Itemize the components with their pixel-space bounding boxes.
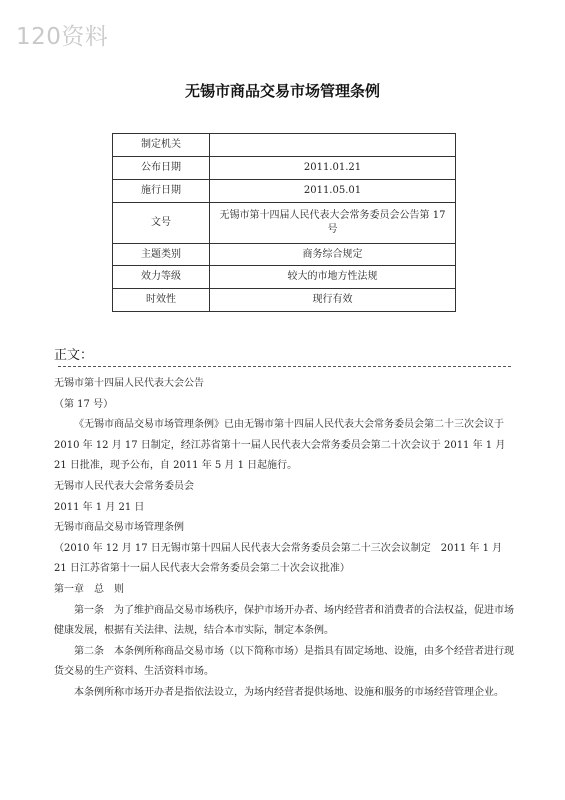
table-row [113, 244, 456, 266]
announcement-number: （第 17 号） [54, 398, 114, 410]
row-label: 文号 [113, 203, 210, 244]
table-row [113, 266, 456, 289]
table-row [113, 134, 456, 157]
row-label: 施行日期 [113, 180, 210, 203]
metadata-table [112, 133, 456, 312]
row-value [210, 134, 456, 157]
body-paragraph: 《无锡市商品交易市场管理条例》已由无锡市第十四届人民代表大会常务委员会第二十三次会议于 2010 年 12 月 17 日制定，经江苏省第十一届人民代表大会常务委员会第二十次会议于 2011 年 1 月 21 日批准，现予公布，自 2011 年 5 月 1 日起施行。 [54, 419, 506, 472]
announcement-heading: 无锡市第十四届人民代表大会公告 [54, 378, 204, 389]
row-label: 制定机关 [113, 134, 210, 157]
row-value: 商务综合规定 [210, 244, 456, 266]
row-value: 2011.05.01 [210, 180, 456, 203]
row-value: 2011.01.21 [210, 157, 456, 180]
watermark: 120资料 [16, 24, 109, 50]
table-row [113, 180, 456, 203]
date-line: 2011 年 1 月 21 日 [54, 501, 145, 513]
row-value: 现行有效 [210, 289, 456, 312]
article-paragraph: 第一条 为了维护商品交易市场秩序，保护市场开办者、场内经营者和消费者的合法权益，促进市场健康发展，根据有关法律、法规，结合本市实际，制定本条例。 [54, 604, 514, 637]
document-body [54, 374, 514, 704]
row-label: 主题类别 [113, 244, 210, 266]
table-row [113, 157, 456, 180]
article-paragraph: 本条例所称市场开办者是指依法设立，为场内经营者提供场地、设施和服务的市场经营管理企业。 [74, 686, 504, 698]
table-row [113, 203, 456, 244]
row-value: 较大的市地方性法规 [210, 266, 456, 289]
row-label: 时效性 [113, 289, 210, 312]
regulation-note: （2010 年 12 月 17 日无锡市第十四届人民代表大会常务委员会第二十三次会议制定 2011 年 1 月 21 日江苏省第十一届人民代表大会常务委员会第二十次会议批准） [54, 542, 503, 575]
chapter-heading: 第一章 总 则 [54, 583, 124, 595]
issuer-line: 无锡市人民代表大会常务委员会 [54, 480, 194, 492]
section-label: 正文： [54, 348, 94, 363]
regulation-title: 无锡市商品交易市场管理条例 [54, 522, 184, 534]
row-label: 效力等级 [113, 266, 210, 289]
dashed-divider [58, 366, 511, 367]
row-label: 公布日期 [113, 157, 210, 180]
article-paragraph: 第二条 本条例所称商品交易市场（以下简称市场）是指具有固定场地、设施，由多个经营者进行现货交易的生产资料、生活资料市场。 [54, 645, 514, 678]
document-title: 无锡市商品交易市场管理条例 [184, 82, 380, 100]
row-value: 无锡市第十四届人民代表大会常务委员会公告第 17 号 [210, 203, 456, 244]
table-row [113, 289, 456, 312]
